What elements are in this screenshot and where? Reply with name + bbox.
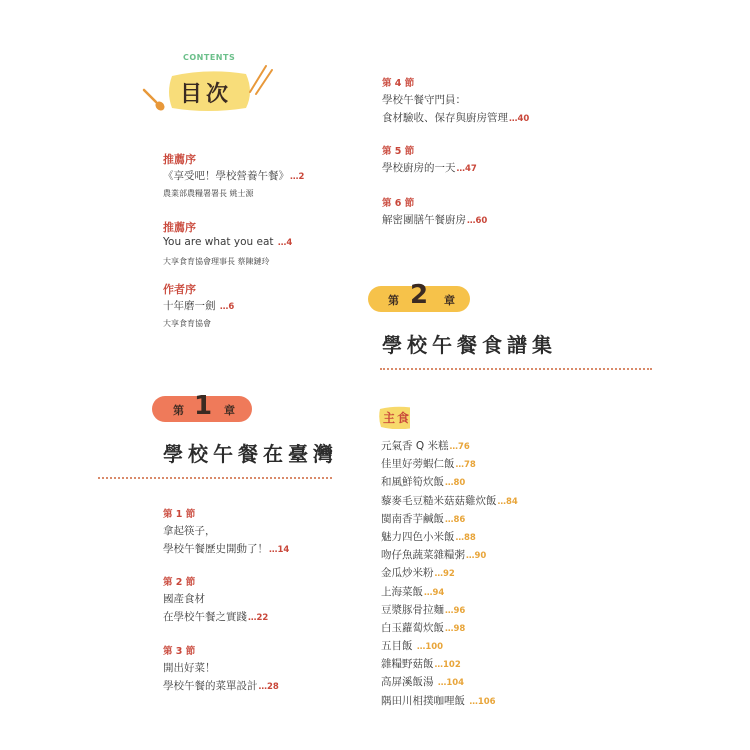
preface-author-2: 大享食育協會理事長 蔡陳鏈玲 [163, 257, 270, 266]
recipe-name: 藜麥毛豆糙米菇菇雞炊飯 [381, 494, 497, 507]
recipe-name: 吻仔魚蔬菜雜糧粥 [381, 549, 465, 562]
ch1-section-page-1: …14 [269, 545, 290, 555]
recipe-name: 佳里好蒡蝦仁飯 [381, 458, 455, 471]
recipe-item [381, 493, 518, 511]
recipe-page: …90 [466, 551, 487, 562]
ch1-section-text-4b: 食材驗收、保存與廚房管理 [382, 112, 508, 124]
ch1-section-label-3: 第 3 節 [163, 646, 196, 657]
ch1-section-label-6: 第 6 節 [382, 198, 415, 209]
chapter2-divider [380, 368, 652, 370]
recipe-item [381, 438, 518, 456]
chapter1-prefix: 第 [173, 404, 184, 417]
recipe-page: …86 [445, 514, 466, 525]
recipe-list [381, 438, 518, 711]
ch1-section-text-6a: 解密團膳午餐廚房 [382, 214, 466, 226]
recipe-item [381, 620, 518, 638]
recipe-page: …98 [445, 623, 466, 634]
recipe-page: …78 [455, 460, 476, 471]
recipe-name: 五目飯 [381, 640, 416, 653]
recipe-item [381, 584, 518, 602]
recipe-item [381, 693, 518, 711]
preface-heading-2: 推薦序 [163, 221, 196, 234]
ch1-section-line-1a: 拿起筷子， [163, 525, 216, 537]
chapter1-number: 1 [194, 391, 213, 421]
recipe-name: 和風鮮筍炊飯 [381, 476, 444, 489]
ch1-section-line-2b [163, 609, 268, 624]
chapter2-title: 學校午餐食譜集 [382, 333, 557, 357]
ch1-section-label-4: 第 4 節 [382, 78, 415, 89]
recipe-item [381, 511, 518, 529]
recipe-page: …100 [416, 642, 444, 653]
recipe-name: 金瓜炒米粉 [381, 567, 434, 580]
ch1-section-line-3b [163, 678, 279, 693]
preface-heading-1: 推薦序 [163, 153, 196, 166]
ch1-section-line-1b [163, 541, 289, 556]
preface-title-2 [163, 236, 292, 248]
recipe-name: 閩南香芋鹹飯 [381, 512, 444, 525]
preface-page-1: …2 [290, 172, 305, 182]
ch1-section-line-5a [382, 160, 477, 175]
ch1-section-page-2: …22 [248, 613, 269, 623]
recipe-item [381, 674, 518, 692]
ch1-section-line-6a [382, 212, 487, 227]
recipe-item [381, 474, 518, 492]
recipe-name: 雜糧野菇飯 [381, 658, 434, 671]
recipe-page: …96 [445, 605, 466, 616]
ch1-section-page-6: …60 [467, 216, 488, 226]
recipe-item [381, 547, 518, 565]
recipe-page: …104 [437, 678, 465, 689]
recipe-page: …84 [497, 496, 518, 507]
recipe-item [381, 456, 518, 474]
recipe-name: 隅田川相撲咖哩飯 [381, 694, 469, 707]
ch1-section-page-3: …28 [258, 682, 279, 692]
preface-title-1 [163, 168, 304, 183]
ch1-section-text-1b: 學校午餐歷史開動了！ [163, 543, 268, 555]
category-label: 主食 [383, 411, 412, 425]
preface-heading-3: 作者序 [163, 283, 196, 296]
recipe-page: …92 [434, 569, 455, 580]
preface-text-1: 《享受吧！學校營養午餐》 [163, 170, 289, 182]
recipe-item [381, 529, 518, 547]
contents-label: CONTENTS [183, 53, 236, 62]
chapter2-prefix: 第 [388, 294, 399, 307]
ch1-section-label-5: 第 5 節 [382, 146, 415, 157]
recipe-item [381, 638, 518, 656]
recipe-name: 高屏溪飯湯 [381, 676, 437, 689]
preface-page-3: …6 [219, 302, 235, 312]
recipe-page: …76 [449, 442, 470, 452]
spoon-icon [140, 86, 168, 114]
ch1-section-line-3a: 開出好菜！ [163, 662, 216, 674]
recipe-page: …88 [455, 532, 476, 543]
chapter2-suffix: 章 [444, 294, 455, 307]
preface-author-3: 大享食育協會 [163, 319, 211, 328]
recipe-page: …106 [469, 696, 496, 707]
ch1-section-line-2a: 國產食材 [163, 593, 205, 605]
recipe-item [381, 656, 518, 674]
chapter1-title: 學校午餐在臺灣 [163, 442, 338, 466]
ch1-section-text-3b: 學校午餐的菜單設計 [163, 680, 258, 692]
ch1-section-line-4a: 學校午餐守門員： [382, 94, 466, 106]
preface-title-3 [163, 298, 234, 313]
chapter1-divider [98, 477, 332, 479]
ch1-section-line-4b [382, 110, 529, 125]
recipe-name: 元氣香 Q 米糕 [381, 440, 449, 452]
preface-author-1: 農業部農糧署署長 姚士源 [163, 189, 254, 198]
ch1-section-page-4: …40 [509, 114, 530, 124]
chopsticks-icon [244, 62, 274, 96]
ch1-section-text-5a: 學校廚房的一天 [382, 162, 456, 174]
ch1-section-label-1: 第 1 節 [163, 509, 196, 520]
recipe-page: …94 [424, 587, 445, 598]
recipe-name: 魅力四色小米飯 [381, 530, 455, 543]
chapter1-suffix: 章 [224, 404, 235, 417]
chapter2-number: 2 [410, 280, 429, 310]
recipe-name: 上海菜飯 [381, 585, 423, 598]
ch1-section-text-2b: 在學校午餐之實踐 [163, 611, 247, 623]
recipe-item [381, 565, 518, 583]
preface-page-2: …4 [277, 238, 293, 248]
page-title: 目次 [180, 82, 233, 107]
recipe-page: …80 [445, 478, 466, 489]
preface-text-2: You are what you eat [163, 236, 277, 248]
preface-text-3: 十年磨一劍 [163, 300, 219, 312]
recipe-item [381, 602, 518, 620]
ch1-section-page-5: …47 [456, 164, 477, 174]
recipe-name: 豆漿豚骨拉麵 [381, 603, 444, 616]
ch1-section-label-2: 第 2 節 [163, 577, 196, 588]
recipe-page: …102 [434, 660, 461, 671]
recipe-name: 白玉蘿蔔炊飯 [381, 621, 444, 634]
